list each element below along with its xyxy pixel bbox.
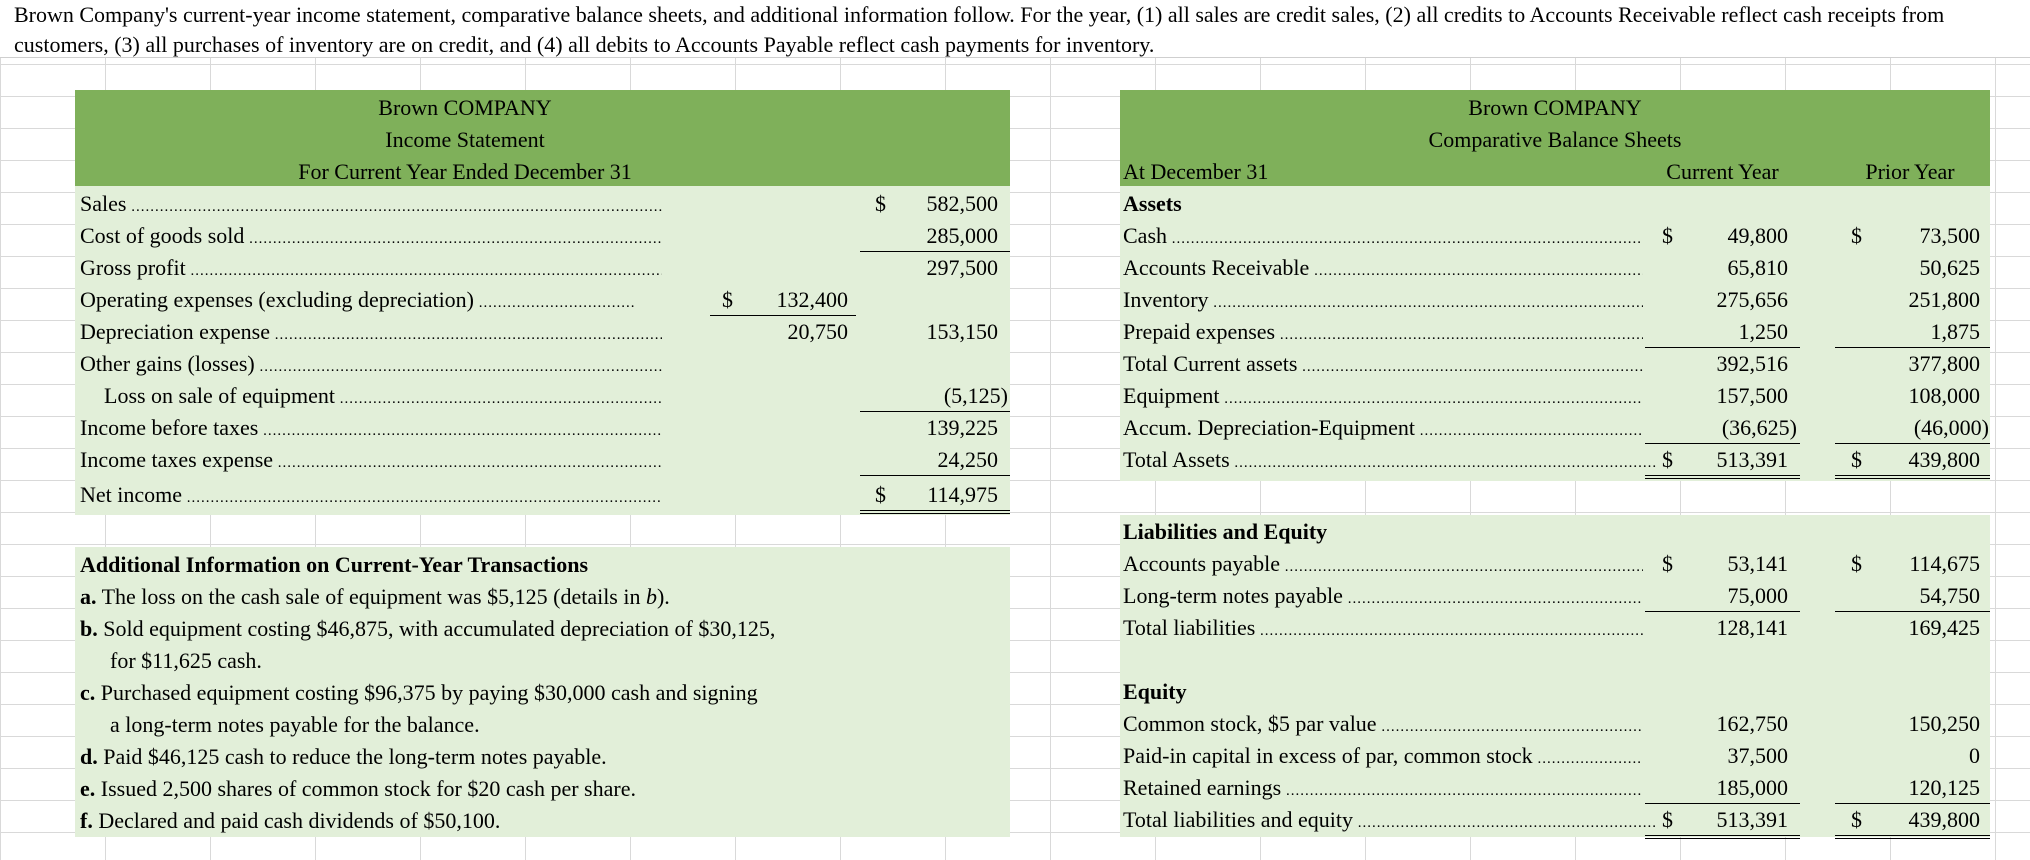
is-label-other-gains: Other gains (losses) ..... [80, 349, 662, 382]
bs-ar-cy: 65,810 [1727, 255, 1788, 280]
bs-total-assets-py: 439,800 [1908, 447, 1980, 472]
bs-common-cy: 162,750 [1716, 711, 1788, 736]
bs-label-re: Retained earnings ..... [1123, 773, 1643, 806]
item-a-tail: ). [656, 584, 670, 609]
bs-label-inventory: Inventory ..... [1123, 285, 1643, 318]
item-e-text: Issued 2,500 shares of common stock for $20 cash per share. [95, 776, 636, 801]
is-label-opex: Operating expenses (excluding depreciation) ..... [80, 285, 635, 318]
additional-info-item-a [80, 581, 670, 613]
additional-info-item-f [80, 805, 500, 837]
is-double-underline-net-income [860, 510, 1010, 514]
bs-total-liab-py: 169,425 [1908, 615, 1980, 640]
bs-underline-re-py [1835, 803, 1990, 804]
item-f-text: Declared and paid cash dividends of $50,100. [92, 808, 501, 833]
is-gross-profit-total: 297,500 [926, 255, 998, 280]
bs-re-cy: 185,000 [1716, 775, 1788, 800]
bs-double-underline-le-py [1835, 835, 1990, 839]
item-b-key: b. [80, 616, 98, 641]
bs-label-accum-dep: Accum. Depreciation-Equipment ..... [1123, 413, 1643, 446]
item-a-key: a. [80, 584, 97, 609]
bs-ltnp-cy: 75,000 [1727, 583, 1788, 608]
item-c-text: Purchased equipment costing $96,375 by paying $30,000 cash and signing [95, 680, 758, 705]
bs-accum-dep-cy: (36,625) [1721, 415, 1797, 440]
bs-label-apic: Paid-in capital in excess of par, common stock ..... [1123, 741, 1643, 774]
additional-info-item-e [80, 773, 636, 805]
bs-underline-ltnp-py [1835, 611, 1990, 612]
bs-accum-dep-py: (46,000) [1913, 415, 1989, 440]
is-loss-sale-total: (5,125) [943, 383, 1008, 408]
problem-intro: Brown Company's current-year income statement, comparative balance sheets, and additional information follow. For the year, (1) all sales are credit sales, (2) all credits to Accounts Receivable reflect cash receipts from customers, (3) all purchases of inventory are on credit, and (4) all debits to Accounts Payable reflect cash payments for inventory. [0, 0, 2030, 58]
is-underline-cogs [860, 251, 1010, 252]
bs-label-ap: Accounts payable ..... [1123, 549, 1643, 582]
bs-double-underline-assets-py [1835, 475, 1990, 479]
item-c-key: c. [80, 680, 96, 705]
bs-inventory-py: 251,800 [1908, 287, 1980, 312]
bs-total-current-py: 377,800 [1908, 351, 1980, 376]
bs-total-le-cy: 513,391 [1716, 807, 1788, 832]
item-f-key: f. [80, 808, 93, 833]
bs-label-cash: Cash ..... [1123, 221, 1643, 254]
is-sales-total: 582,500 [926, 191, 998, 216]
is-depreciation-total: 153,150 [926, 319, 998, 344]
is-underline-taxes [860, 475, 1010, 476]
is-title: Income Statement [385, 127, 545, 152]
is-label-loss-sale: Loss on sale of equipment ..... [104, 381, 662, 414]
bs-currency-total-assets-cy: $ [1662, 447, 1673, 472]
bs-underline-re-cy [1645, 803, 1800, 804]
is-company-name: Brown COMPANY [378, 95, 552, 120]
bs-common-py: 150,250 [1908, 711, 1980, 736]
item-a-text: The loss on the cash sale of equipment was $5,125 (details in [96, 584, 646, 609]
bs-equipment-py: 108,000 [1908, 383, 1980, 408]
bs-underline-accum-py [1835, 443, 1990, 444]
bs-cash-cy: 49,800 [1727, 223, 1788, 248]
bs-label-total-current: Total Current assets ..... [1123, 349, 1643, 382]
bs-re-py: 120,125 [1908, 775, 1980, 800]
is-underline-loss [860, 411, 1010, 412]
is-income-taxes-total: 24,250 [937, 447, 998, 472]
bs-equipment-cy: 157,500 [1716, 383, 1788, 408]
bs-currency-cash-cy: $ [1662, 223, 1673, 248]
bs-title: Comparative Balance Sheets [1428, 127, 1682, 152]
bs-apic-cy: 37,500 [1727, 743, 1788, 768]
item-b-text: Sold equipment costing $46,875, with accumulated depreciation of $30,125, [97, 616, 776, 641]
bs-underline-accum-cy [1645, 443, 1800, 444]
bs-company-name: Brown COMPANY [1468, 95, 1642, 120]
bs-col-prior: Prior Year [1865, 159, 1955, 184]
bs-inventory-cy: 275,656 [1716, 287, 1788, 312]
bs-ap-cy: 53,141 [1727, 551, 1788, 576]
is-depreciation-sub: 20,750 [787, 319, 848, 344]
is-currency-net-income: $ [875, 482, 886, 507]
bs-underline-prepaid-cy [1645, 347, 1800, 348]
bs-apic-py: 0 [1969, 743, 1980, 768]
additional-info-item-d [80, 741, 607, 773]
bs-double-underline-assets-cy [1645, 475, 1800, 479]
bs-currency-total-le-py: $ [1851, 807, 1862, 832]
bs-double-underline-le-cy [1645, 835, 1800, 839]
bs-date-label: At December 31 [1123, 159, 1269, 184]
bs-ltnp-py: 54,750 [1919, 583, 1980, 608]
bs-label-total-assets: Total Assets ..... [1123, 445, 1658, 478]
bs-label-total-le: Total liabilities and equity ..... [1123, 805, 1658, 838]
bs-prepaid-py: 1,875 [1930, 319, 1980, 344]
is-label-cogs: Cost of goods sold ..... [80, 221, 662, 254]
bs-currency-total-assets-py: $ [1851, 447, 1862, 472]
bs-equity-heading: Equity [1123, 679, 1187, 704]
bs-total-le-py: 439,800 [1908, 807, 1980, 832]
is-income-before-taxes-total: 139,225 [926, 415, 998, 440]
bs-currency-total-le-cy: $ [1662, 807, 1673, 832]
bs-total-liab-cy: 128,141 [1716, 615, 1788, 640]
is-label-income-before-taxes: Income before taxes ..... [80, 413, 662, 446]
bs-currency-ap-cy: $ [1662, 551, 1673, 576]
is-label-depreciation: Depreciation expense ..... [80, 317, 662, 350]
is-net-income-total: 114,975 [927, 482, 998, 507]
is-opex-sub: 132,400 [776, 287, 848, 312]
bs-currency-cash-py: $ [1851, 223, 1862, 248]
bs-underline-ltnp-cy [1645, 611, 1800, 612]
item-d-text: Paid $46,125 cash to reduce the long-term notes payable. [97, 744, 607, 769]
is-underline-opex [710, 315, 856, 316]
bs-label-ltnp: Long-term notes payable ..... [1123, 581, 1643, 614]
additional-info-item-c [80, 677, 758, 709]
additional-info-item-b [80, 613, 775, 645]
bs-label-equipment: Equipment ..... [1123, 381, 1643, 414]
is-label-income-taxes: Income taxes expense ..... [80, 445, 662, 478]
bs-label-total-liab: Total liabilities ..... [1123, 613, 1643, 646]
item-e-key: e. [80, 776, 96, 801]
is-cogs-total: 285,000 [926, 223, 998, 248]
is-period: For Current Year Ended December 31 [298, 159, 632, 184]
additional-info-item-b-cont: for $11,625 cash. [110, 648, 262, 673]
bs-currency-ap-py: $ [1851, 551, 1862, 576]
is-currency-sales: $ [875, 191, 886, 216]
bs-total-current-cy: 392,516 [1716, 351, 1788, 376]
bs-prepaid-cy: 1,250 [1738, 319, 1788, 344]
bs-label-common: Common stock, $5 par value ..... [1123, 709, 1643, 742]
bs-label-ar: Accounts Receivable ..... [1123, 253, 1643, 286]
bs-label-prepaid: Prepaid expenses ..... [1123, 317, 1643, 350]
bs-ar-py: 50,625 [1919, 255, 1980, 280]
is-label-sales: Sales ..... [80, 189, 662, 222]
bs-assets-heading: Assets [1123, 191, 1182, 216]
item-d-key: d. [80, 744, 98, 769]
additional-info-heading: Additional Information on Current-Year Transactions [80, 552, 589, 577]
bs-cash-py: 73,500 [1919, 223, 1980, 248]
additional-info-item-c-cont: a long-term notes payable for the balance. [110, 712, 480, 737]
bs-ap-py: 114,675 [1909, 551, 1980, 576]
is-label-net-income: Net income ..... [80, 480, 662, 513]
bs-underline-prepaid-py [1835, 347, 1990, 348]
bs-liabilities-heading: Liabilities and Equity [1123, 519, 1328, 544]
bs-col-current: Current Year [1666, 159, 1779, 184]
is-currency-opex: $ [722, 287, 733, 312]
item-a-ref: b [645, 584, 657, 609]
is-label-gross-profit: Gross profit ..... [80, 253, 662, 286]
bs-total-assets-cy: 513,391 [1716, 447, 1788, 472]
